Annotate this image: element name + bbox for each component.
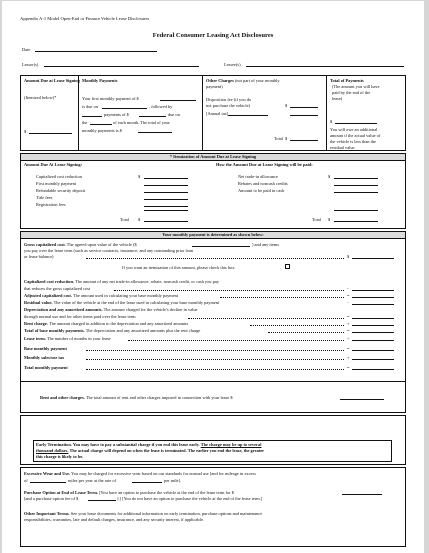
rent-other-field[interactable] [340, 399, 384, 400]
amount-due-title: Amount Due at Lease Signing [24, 78, 80, 83]
itemization-checkbox[interactable] [285, 264, 290, 269]
amount-due-dollar: $ [24, 129, 27, 134]
purchase-fee-field[interactable] [88, 500, 116, 501]
lessor-label: Lessor(s) [22, 62, 39, 67]
lease-term-field[interactable] [352, 340, 394, 341]
residual-value-field[interactable] [352, 304, 394, 305]
left-total-field[interactable] [144, 221, 188, 222]
lease-disclosure-page: Appendix A-1 Model Open-End or Finance Vehicle Lease Disclosures Federal Consumer Leasing Act Disclosures Date Lessor(s) Lessee(s) Amount Due at Lease Signing (Itemized below)* $ Monthly Payments Your first monthly payment of $ is due on , followed by payments of $ due on the of each month. The total of your monthly payments is $ Other Charges (not part of your monthly payment) Disposition fee (if you do not purchase the vehicle) $ [Annual tax] Total $ Total of Payments (The amount you will have paid by the end of the lease) $ You will owe an additional amount if the actual value of the vehicle is less than the residual value. * Itemization of Amount Due at Lease Signing Amount Due At Lease Signing: Capitalized cost reduction First monthly payment Refundable security deposit Title fees Registration fees $ Total $ How the Amount Due at Lease Signing will be paid: Net trade-in allowance Rebates and noncash credits Amount to be paid in cash $ Total $ Your monthly payment is determined as shown below: Gross capitalized cost. The agreed upon value of the vehicle ($ ) and any items you pay over the lease term (such as service contracts, insurance, and any outstanding prior loan or lease balance) $ If you want an itemization of this amount, please check this box. Capitalized cost reduction. The amount of any net trade-in allowance, rebate, noncash credit, or cash you pay that reduces the gross capitalized cost - Adjusted capitalized cost. The amount used in calculating your base monthly payment = Residual value. The value of the vehicle at the end of the lease used in calculating your base monthly payment - Depreciation and any amortized amounts. The amount charged for the vehicle's decline in value through normal use and for other items paid over the lease term = Rent charge. The amount charged in addition to the depreciation and any amortized amounts + Total of base monthly payments. The depreciation and any amortized amounts plus the rent charge = Lease term. The number of months in your lease ÷ Base monthly payment = Monthly sales/use tax + Total monthly payment = Rent and other charges. The total amount of rent and other charges imposed in connection with your lease $ Early Termination. You may have to pay a substantial charge if you end this lease early. The charge may be up to several thousand dollars. The actual charge will depend on when the lease is terminated. The earlier you end the lease, the greater this charge is likely to be. Excessive Wear and Use. You may be charged for excessive wear based on our standards for normal use [and for mileage in excess of miles per year at the rate of per mile]. Purchase Option at End of Lease Term. [You have an option to purchase the vehicle at the end of the lease term for $ [and a purchase option fee of $ ].] [You do not have an option to purchase the vehicle at the end of the lease term.] Other Important Terms. See your lease documents for additional information on early termination, purchase options and maintenance responsibilities, warranties, late and default charges, insurance, and any security interest, if applicable. [2, 1, 424, 553]
other-charges-total-field[interactable] [290, 140, 318, 141]
security-deposit-field[interactable] [144, 192, 188, 193]
total-of-payments-field[interactable] [335, 123, 377, 124]
amount-due-field[interactable] [29, 133, 72, 134]
base-monthly-field[interactable] [352, 350, 394, 351]
cap-cost-reduction-field[interactable] [144, 178, 188, 179]
rebates-field[interactable] [334, 185, 378, 186]
payment-amount-field[interactable] [139, 116, 166, 117]
rent-charge-field[interactable] [352, 325, 394, 326]
cash-field[interactable] [334, 192, 378, 193]
early-termination-line1: Early Termination. You may have to pay a substantial charge if you end this lease early. The charge may be up to several [36, 442, 262, 447]
miles-per-year-field[interactable] [30, 482, 66, 483]
excess-wear-line: Excessive Wear and Use. You may be charged for excessive wear based on our standards for normal use [and for mileage in excess [24, 471, 256, 476]
first-payment-field[interactable] [160, 100, 196, 101]
lessee-field[interactable] [246, 66, 404, 67]
monthly-payments-title: Monthly Payments [82, 78, 118, 83]
title-fees-field[interactable] [144, 199, 188, 200]
vehicle-value-field[interactable] [192, 246, 250, 247]
total-of-payments-title: Total of Payments [330, 78, 364, 83]
rent-other-charges: Rent and other charges. The total amount of rent and other charges imposed in connection with your lease $ [40, 395, 233, 400]
gross-cap-line: Gross capitalized cost. The agreed upon value of the vehicle ($ [24, 242, 137, 247]
date-field[interactable] [35, 51, 157, 52]
purchase-option-line: Purchase Option at End of Lease Term. [You have an option to purchase the vehicle at the end of the lease term for $ [24, 490, 234, 495]
depreciation-field[interactable] [352, 318, 394, 319]
lessee-label: Lessee(s) [224, 62, 241, 67]
form-title: Federal Consumer Leasing Act Disclosures [152, 32, 274, 39]
date-label: Date [22, 47, 31, 52]
sales-tax-field[interactable] [352, 359, 394, 360]
right-total-field[interactable] [334, 221, 378, 222]
day-of-month-field[interactable] [90, 124, 112, 125]
trade-in-field[interactable] [334, 178, 378, 179]
mileage-rate-field[interactable] [132, 482, 162, 483]
other-charges-title: Other Charges (not part of your monthly [206, 78, 280, 83]
disposition-fee-field[interactable] [290, 107, 318, 108]
lessor-field[interactable] [44, 66, 199, 67]
gross-cap-field[interactable] [352, 258, 394, 259]
first-monthly-field[interactable] [144, 185, 188, 186]
itemize-prompt: If you want an itemization of this amount, please check this box. [122, 265, 236, 270]
registration-fees-field[interactable] [144, 206, 188, 207]
adjusted-cap-field[interactable] [352, 297, 394, 298]
itemized-below-note: (Itemized below)* [24, 95, 57, 100]
annual-tax-amount-field[interactable] [290, 115, 318, 116]
annual-tax-field[interactable] [228, 115, 268, 116]
appendix-label: Appendix A-1 Model Open-End or Finance Vehicle Lease Disclosures [20, 16, 150, 21]
other-terms-line: Other Important Terms. See your lease documents for additional information on early termination, purchase options and maintenance [24, 511, 263, 516]
itemization-left-title: Amount Due At Lease Signing: [24, 162, 83, 167]
monthly-header: Your monthly payment is determined as shown below: [162, 232, 264, 237]
cap-reduction-field[interactable] [352, 290, 394, 291]
itemization-header: * Itemization of Amount Due at Lease Signing [169, 154, 257, 159]
first-due-date-field[interactable] [102, 108, 147, 109]
num-payments-field[interactable] [82, 116, 102, 117]
total-monthly-field[interactable] [138, 132, 172, 133]
itemization-right-title: How the Amount Due at Lease Signing will be paid: [216, 162, 313, 167]
total-monthly-payment-field[interactable] [352, 369, 394, 370]
purchase-price-field[interactable] [342, 494, 382, 495]
total-base-field[interactable] [352, 332, 394, 333]
